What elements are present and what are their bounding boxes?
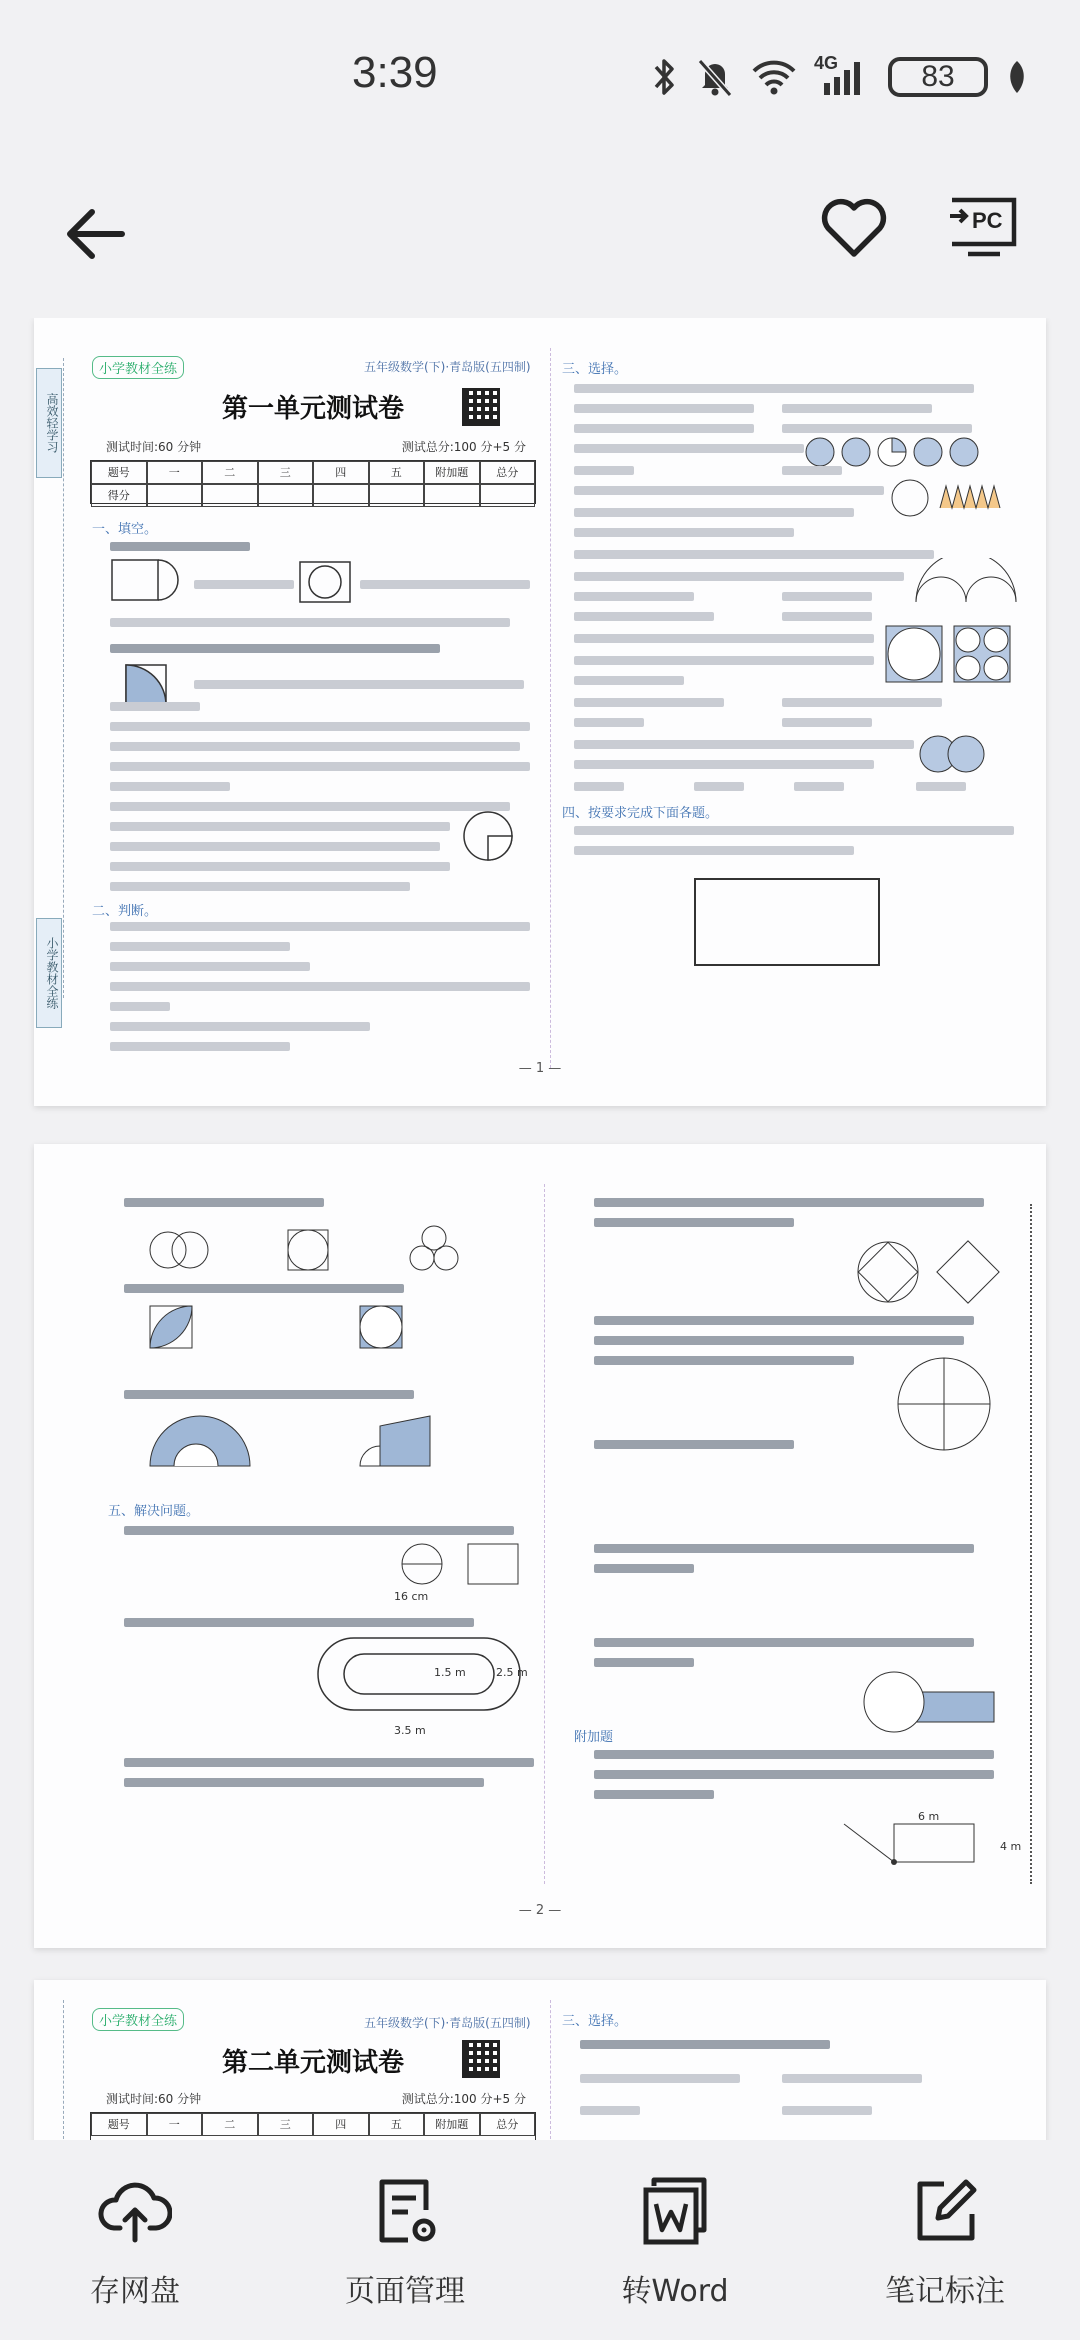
text-line [574,634,874,643]
text-line [574,612,714,621]
text-line [110,942,290,951]
page-title: 第二单元测试卷 [222,2048,405,2078]
table-header: 总分 [480,2113,536,2136]
qr-code [462,2040,500,2078]
section-bonus: 附加题 [574,1730,614,1745]
text-line [194,580,294,589]
text-line [574,698,724,707]
exam-time: 测试时间:60 分钟 [106,2092,202,2106]
table-cell [369,484,425,507]
text-line [124,1618,474,1627]
mute-bell-icon [696,57,734,97]
table-header: 四 [313,2113,369,2136]
section-fill-blank: 一、填空。 [92,522,158,537]
rectangle-figure [694,878,880,966]
table-header: 二 [202,461,258,484]
text-line [574,676,684,685]
text-line [110,1022,370,1031]
brand-logo: 小学教材全练 [92,2008,184,2031]
text-line [124,1284,404,1293]
text-line [594,1750,994,1759]
text-line [110,542,250,551]
app-bar [0,150,1080,310]
figure-semicircle-rect [110,558,190,608]
exam-score: 测试总分:100 分+5 分 [401,440,526,454]
text-line [574,444,804,453]
table-header: 五 [369,461,425,484]
section-multiple-choice: 三、选择。 [562,362,628,377]
page-number: — 2 — [518,1903,562,1918]
page-header: 五年级数学(下)·青岛版(五四制) [364,360,531,374]
figure-symmetry-shapes [138,1220,478,1280]
text-line [594,1356,854,1365]
page-number: — 1 — [518,1061,562,1076]
text-line [574,592,694,601]
text-line [574,718,644,727]
text-line [574,528,794,537]
outer-width-label: 2.5 m [496,1666,528,1679]
document-page-2[interactable] [34,1144,1046,1948]
score-table [90,2112,536,2140]
table-header: 题号 [91,2113,147,2136]
pc-label: PC [972,208,1003,233]
status-time: 3:39 [352,48,438,97]
text-line [110,1042,290,1051]
column-divider [544,1184,545,1884]
figure-pie-sequence [804,436,984,470]
text-line [782,592,872,601]
text-line [110,722,530,731]
binding-line [1030,1204,1032,1884]
text-line [574,740,914,749]
text-line [110,782,230,791]
side-tab-bottom: 小学教材全练 [36,918,62,1028]
figure-circle-rect-overlap [858,1668,1008,1738]
status-icons [652,52,1028,102]
table-cell [424,484,480,507]
edit-note-icon [908,2174,982,2248]
text-line [574,572,904,581]
text-line [124,1198,324,1207]
document-page-3[interactable] [34,1980,1046,2140]
text-line [110,982,530,991]
figure-circle-square [854,1238,1004,1308]
convert-to-word-button[interactable] [550,2174,800,2310]
text-line [574,826,1014,835]
text-line [782,718,872,727]
text-line [580,2074,740,2083]
favorite-button[interactable] [818,192,890,264]
text-line [360,580,530,589]
text-line [782,612,872,621]
column-divider [550,348,551,1068]
text-line [110,644,440,653]
text-line [110,762,530,771]
send-to-pc-button[interactable] [948,190,1020,262]
text-line [574,384,974,393]
battery-indicator: 83 [888,57,988,97]
figure-circles-squares [884,624,1014,686]
figure-pinwheel [894,1354,1004,1454]
text-line [124,1778,484,1787]
wifi-icon [752,59,796,95]
exam-meta [106,438,526,455]
barn-length-label: 6 m [918,1810,940,1823]
status-bar [0,0,1080,150]
table-header: 一 [147,461,203,484]
page-margin-strip [34,358,64,1009]
text-line [110,922,530,931]
figure-square-circle [296,558,356,608]
section-true-false: 二、判断。 [92,904,158,919]
page-margin-strip [34,2000,64,2140]
text-line [594,1770,994,1779]
cloud-upload-icon [98,2174,172,2248]
save-to-cloud-label: 存网盘 [90,2274,180,2309]
text-line [110,842,440,851]
text-line [580,2106,640,2115]
text-line [110,962,310,971]
text-line [594,1638,974,1647]
score-table [90,460,536,504]
charging-leaf-icon [1006,59,1028,95]
word-convert-icon [638,2174,712,2248]
page-settings-icon [368,2174,442,2248]
side-tab-top: 高效轻学习 [36,368,62,478]
text-line [594,1790,714,1799]
page-title: 第一单元测试卷 [222,394,405,424]
table-header: 总分 [480,461,536,484]
table-header: 四 [313,461,369,484]
text-line [782,698,942,707]
text-line [110,742,520,751]
text-line [594,1336,964,1345]
note-annotation-button[interactable] [820,2174,1070,2310]
qr-code [462,388,500,426]
text-line [110,882,410,891]
inner-width-label: 1.5 m [434,1666,466,1679]
figure-racetrack [314,1630,524,1720]
bluetooth-icon [652,57,678,97]
text-line [794,782,844,791]
text-line [194,680,524,689]
figure-shaded-perimeter [130,1300,530,1360]
text-line [574,404,754,413]
brand-logo: 小学教材全练 [92,356,184,379]
document-page-1[interactable] [34,318,1046,1106]
figure-circle-to-rect [890,478,1010,518]
table-header: 题号 [91,461,147,484]
text-line [594,1544,974,1553]
text-line [594,1198,984,1207]
text-line [110,802,510,811]
table-cell [258,484,314,507]
table-row-label: 得分 [91,484,147,507]
arrow-left-icon [60,198,132,270]
column-divider [550,2000,551,2140]
text-line [124,1526,514,1535]
table-cell [313,484,369,507]
exam-time: 测试时间:60 分钟 [106,440,202,454]
page-management-button[interactable] [280,2174,530,2310]
text-line [782,424,972,433]
back-button[interactable] [60,198,132,270]
section-problems: 五、解决问题。 [108,1504,200,1519]
page-management-label: 页面管理 [345,2274,465,2309]
exam-score: 测试总分:100 分+5 分 [401,2092,526,2106]
table-header: 一 [147,2113,203,2136]
table-header: 五 [369,2113,425,2136]
text-line [782,404,932,413]
text-line [916,782,966,791]
barn-width-label: 4 m [1000,1840,1022,1853]
convert-to-word-label: 转Word [621,2274,729,2309]
network-type: 4G [814,53,839,73]
text-line [580,2040,830,2049]
table-header: 附加题 [424,2113,480,2136]
table-header: 三 [258,461,314,484]
text-line [594,1564,694,1573]
text-line [574,846,854,855]
figure-circle-sector [460,808,520,868]
table-cell [147,484,203,507]
text-line [594,1440,794,1449]
text-line [574,656,874,665]
text-line [574,424,754,433]
table-cell [202,484,258,507]
figure-rope-barn [824,1814,994,1894]
text-line [594,1218,794,1227]
text-line [110,822,450,831]
text-line [110,862,450,871]
text-line [782,2074,922,2083]
text-line [110,702,200,711]
text-line [594,1658,694,1667]
text-line [110,618,510,627]
text-line [124,1390,414,1399]
text-line [782,466,842,475]
figure-circle-rectangle [386,1540,526,1590]
page-header: 五年级数学(下)·青岛版(五四制) [364,2016,531,2030]
exam-meta [106,2090,526,2107]
length-label: 3.5 m [394,1724,426,1737]
text-line [574,466,634,475]
text-line [782,2106,872,2115]
table-cell [480,484,536,507]
text-line [694,782,744,791]
bottom-toolbar [0,2140,1080,2340]
section-requirements: 四、按要求完成下面各题。 [562,806,719,821]
text-line [574,760,874,769]
table-header: 三 [258,2113,314,2136]
save-to-cloud-button[interactable] [10,2174,260,2310]
heart-outline-icon [818,192,890,264]
table-header: 二 [202,2113,258,2136]
diameter-label: 16 cm [394,1590,429,1603]
figure-overlapping-circles [914,734,994,774]
note-annotation-label: 笔记标注 [885,2274,1005,2309]
section-multiple-choice: 三、选择。 [562,2014,628,2029]
text-line [110,1002,170,1011]
signal-icon [814,53,870,97]
figure-arcs [912,558,1022,608]
text-line [574,508,854,517]
text-line [574,550,934,559]
text-line [574,486,884,495]
text-line [574,782,624,791]
text-line [594,1316,974,1325]
text-line [124,1758,534,1767]
table-header: 附加题 [424,461,480,484]
figure-shaded-area [130,1406,530,1476]
document-viewer[interactable] [0,318,1080,2140]
